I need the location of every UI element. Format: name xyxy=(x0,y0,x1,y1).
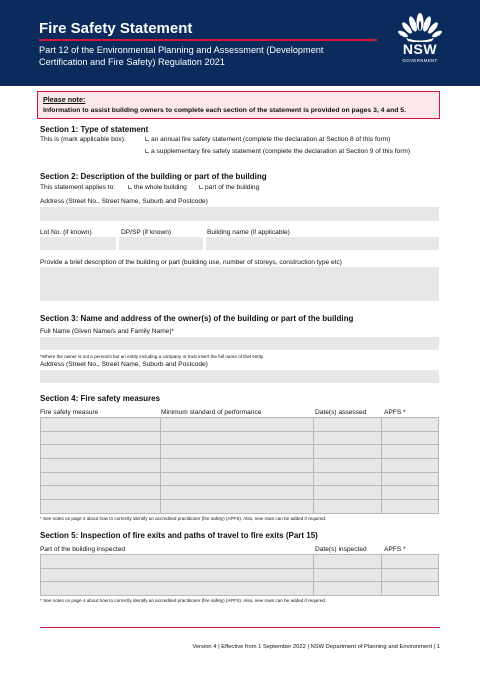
notice-heading: Please note: xyxy=(43,95,86,104)
measure-cell[interactable] xyxy=(41,459,161,473)
measure-row xyxy=(41,472,439,486)
page-subtitle: Part 12 of the Environmental Planning and Assessment (Development Certification and Fire Safety) Regulation 2021 xyxy=(39,45,324,67)
col-apfs: APFS * xyxy=(384,409,406,416)
title-underline xyxy=(39,39,377,41)
measure-cell[interactable] xyxy=(41,445,161,459)
measure-cell[interactable] xyxy=(41,431,161,445)
measure-cell[interactable] xyxy=(382,431,439,445)
col-fire-safety-measure: Fire safety measure xyxy=(40,409,99,416)
col-part-inspected: Part of the building inspected xyxy=(40,546,126,553)
col-apfs-inspection: APFS * xyxy=(384,546,406,553)
inspection-row xyxy=(41,555,439,569)
section-3-heading: Section 3: Name and address of the owner(s) of the building or part of the building xyxy=(40,314,354,323)
inspection-cell[interactable] xyxy=(41,568,314,582)
notice-box xyxy=(37,91,440,119)
section-4-note: * See notes on page 4 about how to correctly identify an accredited practitioner (fire safety) (APFS). Also, new rows can be added if required. xyxy=(40,516,327,521)
measure-cell[interactable] xyxy=(160,445,314,459)
measure-cell[interactable] xyxy=(314,445,382,459)
building-name-label: Building name (if applicable) xyxy=(207,229,290,236)
logo-text: NSW xyxy=(402,41,438,57)
measure-cell[interactable] xyxy=(314,418,382,432)
fire-safety-measures-rows xyxy=(41,418,439,514)
whole-building-label: the whole building xyxy=(134,184,187,191)
measure-cell[interactable] xyxy=(160,431,314,445)
owner-address-field[interactable] xyxy=(40,370,439,383)
measure-cell[interactable] xyxy=(41,418,161,432)
annual-statement-option[interactable] xyxy=(145,136,390,143)
owner-address-label: Address (Street No., Street Name, Suburb and Postcode) xyxy=(40,361,208,368)
lot-label: Lot No. (if known) xyxy=(40,229,92,236)
measure-row xyxy=(41,459,439,473)
owner-name-field[interactable] xyxy=(40,337,439,350)
dpsp-label: DP/SP (if known) xyxy=(121,229,172,236)
checkbox-annual[interactable] xyxy=(145,137,149,141)
measure-cell[interactable] xyxy=(314,431,382,445)
notice-text: Information to assist building owners to complete each section of the statement is provided on pages 3, 4 and 5. xyxy=(43,107,406,114)
inspection-row xyxy=(41,582,439,596)
checkbox-whole-building[interactable] xyxy=(128,185,132,189)
section-5-heading: Section 5: Inspection of fire exits and paths of travel to fire exits (Part 15) xyxy=(40,531,318,540)
measure-cell[interactable] xyxy=(382,486,439,500)
inspection-cell[interactable] xyxy=(314,555,382,569)
measure-cell[interactable] xyxy=(314,459,382,473)
checkbox-part-building[interactable] xyxy=(199,185,203,189)
measure-cell[interactable] xyxy=(41,486,161,500)
measure-cell[interactable] xyxy=(41,500,161,514)
building-address-field[interactable] xyxy=(40,207,439,221)
part-building-label: part of the building xyxy=(205,184,260,191)
col-dates-assessed: Date(s) assessed xyxy=(315,409,367,416)
building-name-field[interactable] xyxy=(206,237,439,250)
page-footer: Version 4 | Effective from 1 September 2022 | NSW Department of Planning and Environment | 1 xyxy=(192,644,440,650)
measure-cell[interactable] xyxy=(160,486,314,500)
waratah-flower-icon xyxy=(392,12,448,42)
annual-statement-label: an annual fire safety statement (complete the declaration at Section 8 of this form) xyxy=(151,136,391,143)
inspection-cell[interactable] xyxy=(314,582,382,596)
section-2-heading: Section 2: Description of the building or part of the building xyxy=(40,172,267,181)
measure-row xyxy=(41,486,439,500)
measure-row xyxy=(41,445,439,459)
measure-cell[interactable] xyxy=(160,459,314,473)
measure-row xyxy=(41,418,439,432)
measure-cell[interactable] xyxy=(160,472,314,486)
measure-cell[interactable] xyxy=(382,500,439,514)
logo-subtext: GOVERNMENT xyxy=(402,58,438,63)
supplementary-statement-option[interactable] xyxy=(145,148,410,155)
lot-field[interactable] xyxy=(40,237,116,250)
fire-exits-inspection-table xyxy=(40,554,439,596)
nsw-government-logo xyxy=(392,12,448,72)
measure-cell[interactable] xyxy=(382,472,439,486)
measure-cell[interactable] xyxy=(382,445,439,459)
section-1-prompt: This is (mark applicable box): xyxy=(40,136,126,143)
owner-name-label: Full Name (Given Name/s and Family Name)* xyxy=(40,328,175,335)
fire-exits-inspection-rows xyxy=(41,555,439,596)
owner-name-note: *Where the owner is not a person/s but an entity including a company or trust insert the full name of that entity. xyxy=(40,354,265,359)
supplementary-statement-label: a supplementary fire safety statement (complete the declaration at Section 9 of this form) xyxy=(151,148,411,155)
page-title: Fire Safety Statement xyxy=(39,20,193,37)
measure-row xyxy=(41,500,439,514)
description-label: Provide a brief description of the building or part (building use, number of storeys, construction type etc) xyxy=(40,259,343,266)
measure-cell[interactable] xyxy=(314,472,382,486)
inspection-row xyxy=(41,568,439,582)
page-header xyxy=(0,0,480,86)
section-4-heading: Section 4: Fire safety measures xyxy=(40,394,161,403)
measure-row xyxy=(41,431,439,445)
applies-prompt: This statement applies to: xyxy=(40,184,116,191)
footer-divider xyxy=(40,627,440,628)
inspection-cell[interactable] xyxy=(382,582,439,596)
measure-cell[interactable] xyxy=(314,500,382,514)
measure-cell[interactable] xyxy=(382,418,439,432)
measure-cell[interactable] xyxy=(160,500,314,514)
section-5-note: * See notes on page 4 about how to correctly identify an accredited practitioner (fire safety) (APFS). Also, new rows can be added if required. xyxy=(40,598,327,603)
inspection-cell[interactable] xyxy=(382,568,439,582)
measure-cell[interactable] xyxy=(41,472,161,486)
description-field[interactable] xyxy=(40,267,439,301)
inspection-cell[interactable] xyxy=(41,555,314,569)
measure-cell[interactable] xyxy=(160,418,314,432)
dpsp-field[interactable] xyxy=(119,237,203,250)
inspection-cell[interactable] xyxy=(41,582,314,596)
inspection-cell[interactable] xyxy=(382,555,439,569)
fire-safety-measures-table xyxy=(40,417,439,514)
measure-cell[interactable] xyxy=(314,486,382,500)
checkbox-supplementary[interactable] xyxy=(145,149,149,153)
section-1-heading: Section 1: Type of statement xyxy=(40,125,149,134)
measure-cell[interactable] xyxy=(382,459,439,473)
building-address-label: Address (Street No., Street Name, Suburb and Postcode) xyxy=(40,198,208,205)
whole-building-option[interactable] xyxy=(128,184,187,191)
col-dates-inspected: Date(s) inspected xyxy=(315,546,367,553)
part-building-option[interactable] xyxy=(199,184,259,191)
inspection-cell[interactable] xyxy=(314,568,382,582)
col-minimum-standard: Minimum standard of performance xyxy=(161,409,262,416)
